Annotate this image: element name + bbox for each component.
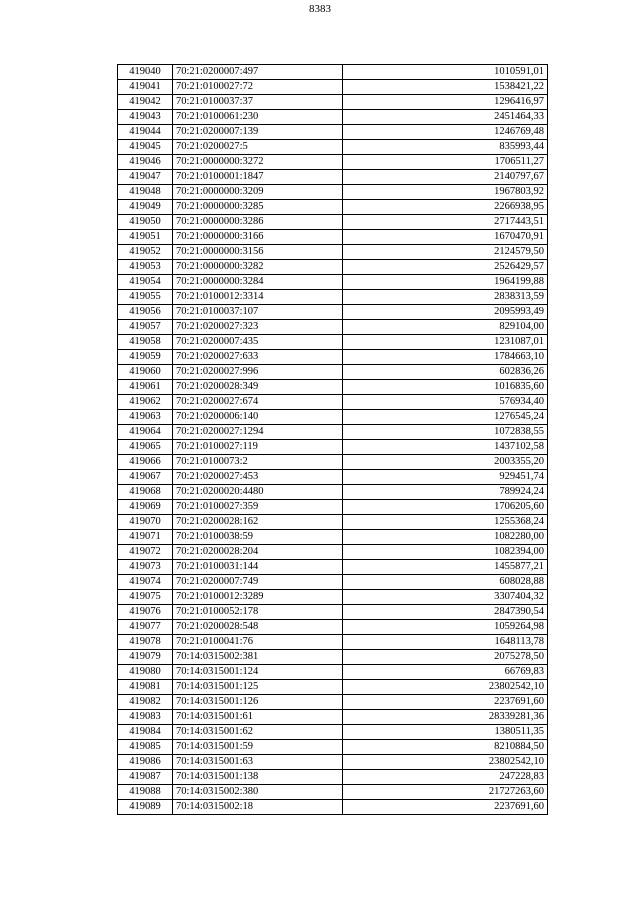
table-row (118, 425, 548, 440)
table-row (118, 200, 548, 215)
cadastral-number-cell: 70:21:0000000:3166 (173, 230, 343, 245)
table-row (118, 530, 548, 545)
table-row (118, 440, 548, 455)
table-row (118, 485, 548, 500)
cadastral-number-cell: 70:14:0315001:125 (173, 680, 343, 695)
row-number-cell: 419058 (118, 335, 173, 350)
value-cell: 1082394,00 (343, 545, 548, 560)
row-number-cell: 419052 (118, 245, 173, 260)
table-row (118, 275, 548, 290)
row-number-cell: 419060 (118, 365, 173, 380)
value-cell: 23802542,10 (343, 755, 548, 770)
row-number-cell: 419083 (118, 710, 173, 725)
table-row (118, 755, 548, 770)
value-cell: 21727263,60 (343, 785, 548, 800)
value-cell: 1296416,97 (343, 95, 548, 110)
cadastral-number-cell: 70:21:0200028:204 (173, 545, 343, 560)
table-row (118, 110, 548, 125)
cadastral-number-cell: 70:14:0315001:61 (173, 710, 343, 725)
row-number-cell: 419080 (118, 665, 173, 680)
cadastral-number-cell: 70:21:0100038:59 (173, 530, 343, 545)
row-number-cell: 419071 (118, 530, 173, 545)
page-number: 8383 (309, 3, 331, 15)
cadastral-number-cell: 70:21:0200007:497 (173, 65, 343, 80)
row-number-cell: 419082 (118, 695, 173, 710)
cadastral-number-cell: 70:21:0000000:3272 (173, 155, 343, 170)
cadastral-number-cell: 70:21:0200006:140 (173, 410, 343, 425)
cadastral-number-cell: 70:21:0100052:178 (173, 605, 343, 620)
cadastral-number-cell: 70:14:0315001:62 (173, 725, 343, 740)
value-cell: 1538421,22 (343, 80, 548, 95)
table-row (118, 680, 548, 695)
table-row (118, 395, 548, 410)
table-row (118, 620, 548, 635)
table-row (118, 665, 548, 680)
table-row (118, 245, 548, 260)
table-row (118, 125, 548, 140)
cadastral-number-cell: 70:21:0000000:3209 (173, 185, 343, 200)
cadastral-number-cell: 70:21:0200028:548 (173, 620, 343, 635)
table-row (118, 725, 548, 740)
registry-table-body (118, 65, 548, 815)
row-number-cell: 419075 (118, 590, 173, 605)
cadastral-number-cell: 70:21:0000000:3156 (173, 245, 343, 260)
table-row (118, 350, 548, 365)
cadastral-number-cell: 70:21:0100061:230 (173, 110, 343, 125)
table-row (118, 95, 548, 110)
cadastral-number-cell: 70:21:0100037:37 (173, 95, 343, 110)
value-cell: 2451464,33 (343, 110, 548, 125)
cadastral-number-cell: 70:21:0100027:359 (173, 500, 343, 515)
value-cell: 1010591,01 (343, 65, 548, 80)
row-number-cell: 419047 (118, 170, 173, 185)
table-row (118, 515, 548, 530)
cadastral-number-cell: 70:14:0315002:381 (173, 650, 343, 665)
value-cell: 23802542,10 (343, 680, 548, 695)
row-number-cell: 419068 (118, 485, 173, 500)
cadastral-number-cell: 70:14:0315002:18 (173, 800, 343, 815)
value-cell: 1784663,10 (343, 350, 548, 365)
table-row (118, 785, 548, 800)
value-cell: 1648113,78 (343, 635, 548, 650)
value-cell: 2237691,60 (343, 800, 548, 815)
row-number-cell: 419046 (118, 155, 173, 170)
cadastral-number-cell: 70:21:0100027:119 (173, 440, 343, 455)
cadastral-number-cell: 70:21:0000000:3285 (173, 200, 343, 215)
cadastral-number-cell: 70:21:0200028:349 (173, 380, 343, 395)
row-number-cell: 419073 (118, 560, 173, 575)
row-number-cell: 419088 (118, 785, 173, 800)
value-cell: 1231087,01 (343, 335, 548, 350)
row-number-cell: 419050 (118, 215, 173, 230)
value-cell: 2838313,59 (343, 290, 548, 305)
table-row (118, 365, 548, 380)
value-cell: 608028,88 (343, 575, 548, 590)
cadastral-number-cell: 70:21:0000000:3282 (173, 260, 343, 275)
cadastral-number-cell: 70:21:0200007:749 (173, 575, 343, 590)
value-cell: 1455877,21 (343, 560, 548, 575)
cadastral-number-cell: 70:21:0200027:996 (173, 365, 343, 380)
row-number-cell: 419043 (118, 110, 173, 125)
cadastral-number-cell: 70:14:0315002:380 (173, 785, 343, 800)
value-cell: 1380511,35 (343, 725, 548, 740)
value-cell: 1967803,92 (343, 185, 548, 200)
value-cell: 1670470,91 (343, 230, 548, 245)
value-cell: 1276545,24 (343, 410, 548, 425)
value-cell: 1255368,24 (343, 515, 548, 530)
value-cell: 1016835,60 (343, 380, 548, 395)
table-row (118, 560, 548, 575)
table-row (118, 500, 548, 515)
row-number-cell: 419064 (118, 425, 173, 440)
table-row (118, 740, 548, 755)
cadastral-number-cell: 70:21:0100001:1847 (173, 170, 343, 185)
row-number-cell: 419065 (118, 440, 173, 455)
table-row (118, 155, 548, 170)
value-cell: 789924,24 (343, 485, 548, 500)
value-cell: 835993,44 (343, 140, 548, 155)
table-row (118, 305, 548, 320)
cadastral-number-cell: 70:21:0200027:1294 (173, 425, 343, 440)
value-cell: 2003355,20 (343, 455, 548, 470)
table-row (118, 605, 548, 620)
row-number-cell: 419061 (118, 380, 173, 395)
value-cell: 829104,00 (343, 320, 548, 335)
cadastral-number-cell: 70:21:0200007:139 (173, 125, 343, 140)
row-number-cell: 419079 (118, 650, 173, 665)
row-number-cell: 419084 (118, 725, 173, 740)
cadastral-number-cell: 70:21:0000000:3284 (173, 275, 343, 290)
row-number-cell: 419067 (118, 470, 173, 485)
value-cell: 1964199,88 (343, 275, 548, 290)
value-cell: 2095993,49 (343, 305, 548, 320)
value-cell: 2847390,54 (343, 605, 548, 620)
table-row (118, 185, 548, 200)
cadastral-number-cell: 70:21:0100041:76 (173, 635, 343, 650)
table-row (118, 260, 548, 275)
value-cell: 1706205,60 (343, 500, 548, 515)
table-row (118, 80, 548, 95)
row-number-cell: 419087 (118, 770, 173, 785)
row-number-cell: 419059 (118, 350, 173, 365)
row-number-cell: 419040 (118, 65, 173, 80)
cadastral-number-cell: 70:21:0100012:3314 (173, 290, 343, 305)
table-row (118, 65, 548, 80)
cadastral-number-cell: 70:21:0200027:633 (173, 350, 343, 365)
row-number-cell: 419054 (118, 275, 173, 290)
row-number-cell: 419074 (118, 575, 173, 590)
value-cell: 2717443,51 (343, 215, 548, 230)
row-number-cell: 419086 (118, 755, 173, 770)
value-cell: 1072838,55 (343, 425, 548, 440)
row-number-cell: 419085 (118, 740, 173, 755)
row-number-cell: 419076 (118, 605, 173, 620)
value-cell: 2526429,57 (343, 260, 548, 275)
table-row (118, 140, 548, 155)
row-number-cell: 419070 (118, 515, 173, 530)
table-row (118, 215, 548, 230)
table-row (118, 335, 548, 350)
value-cell: 1437102,58 (343, 440, 548, 455)
value-cell: 1706511,27 (343, 155, 548, 170)
value-cell: 576934,40 (343, 395, 548, 410)
row-number-cell: 419049 (118, 200, 173, 215)
cadastral-number-cell: 70:14:0315001:63 (173, 755, 343, 770)
value-cell: 929451,74 (343, 470, 548, 485)
table-row (118, 320, 548, 335)
value-cell: 8210884,50 (343, 740, 548, 755)
table-row (118, 380, 548, 395)
row-number-cell: 419056 (118, 305, 173, 320)
row-number-cell: 419081 (118, 680, 173, 695)
table-row (118, 290, 548, 305)
cadastral-number-cell: 70:21:0100012:3289 (173, 590, 343, 605)
row-number-cell: 419048 (118, 185, 173, 200)
row-number-cell: 419062 (118, 395, 173, 410)
value-cell: 3307404,32 (343, 590, 548, 605)
table-row (118, 710, 548, 725)
cadastral-number-cell: 70:14:0315001:138 (173, 770, 343, 785)
value-cell: 2266938,95 (343, 200, 548, 215)
cadastral-number-cell: 70:14:0315001:124 (173, 665, 343, 680)
table-row (118, 800, 548, 815)
row-number-cell: 419069 (118, 500, 173, 515)
row-number-cell: 419053 (118, 260, 173, 275)
table-row (118, 410, 548, 425)
registry-table (117, 64, 548, 815)
row-number-cell: 419066 (118, 455, 173, 470)
row-number-cell: 419077 (118, 620, 173, 635)
value-cell: 2075278,50 (343, 650, 548, 665)
cadastral-number-cell: 70:14:0315001:126 (173, 695, 343, 710)
table-row (118, 230, 548, 245)
table-row (118, 650, 548, 665)
table-row (118, 770, 548, 785)
cadastral-number-cell: 70:21:0200020:4480 (173, 485, 343, 500)
cadastral-number-cell: 70:21:0200027:674 (173, 395, 343, 410)
table-row (118, 590, 548, 605)
row-number-cell: 419042 (118, 95, 173, 110)
value-cell: 1082280,00 (343, 530, 548, 545)
table-row (118, 575, 548, 590)
row-number-cell: 419057 (118, 320, 173, 335)
row-number-cell: 419044 (118, 125, 173, 140)
cadastral-number-cell: 70:21:0200027:5 (173, 140, 343, 155)
table-row (118, 695, 548, 710)
value-cell: 66769,83 (343, 665, 548, 680)
cadastral-number-cell: 70:21:0200027:323 (173, 320, 343, 335)
value-cell: 247228,83 (343, 770, 548, 785)
row-number-cell: 419045 (118, 140, 173, 155)
cadastral-number-cell: 70:21:0200007:435 (173, 335, 343, 350)
cadastral-number-cell: 70:21:0100027:72 (173, 80, 343, 95)
value-cell: 2140797,67 (343, 170, 548, 185)
cadastral-number-cell: 70:21:0200027:453 (173, 470, 343, 485)
value-cell: 1059264,98 (343, 620, 548, 635)
row-number-cell: 419041 (118, 80, 173, 95)
cadastral-number-cell: 70:21:0100037:107 (173, 305, 343, 320)
cadastral-number-cell: 70:21:0100031:144 (173, 560, 343, 575)
cadastral-number-cell: 70:21:0000000:3286 (173, 215, 343, 230)
cadastral-number-cell: 70:21:0200028:162 (173, 515, 343, 530)
row-number-cell: 419078 (118, 635, 173, 650)
cadastral-number-cell: 70:21:0100073:2 (173, 455, 343, 470)
row-number-cell: 419063 (118, 410, 173, 425)
value-cell: 602836,26 (343, 365, 548, 380)
row-number-cell: 419089 (118, 800, 173, 815)
row-number-cell: 419055 (118, 290, 173, 305)
value-cell: 1246769,48 (343, 125, 548, 140)
value-cell: 2237691,60 (343, 695, 548, 710)
cadastral-number-cell: 70:14:0315001:59 (173, 740, 343, 755)
row-number-cell: 419072 (118, 545, 173, 560)
table-row (118, 635, 548, 650)
value-cell: 28339281,36 (343, 710, 548, 725)
row-number-cell: 419051 (118, 230, 173, 245)
table-row (118, 170, 548, 185)
table-row (118, 455, 548, 470)
table-row (118, 545, 548, 560)
table-row (118, 470, 548, 485)
value-cell: 2124579,50 (343, 245, 548, 260)
